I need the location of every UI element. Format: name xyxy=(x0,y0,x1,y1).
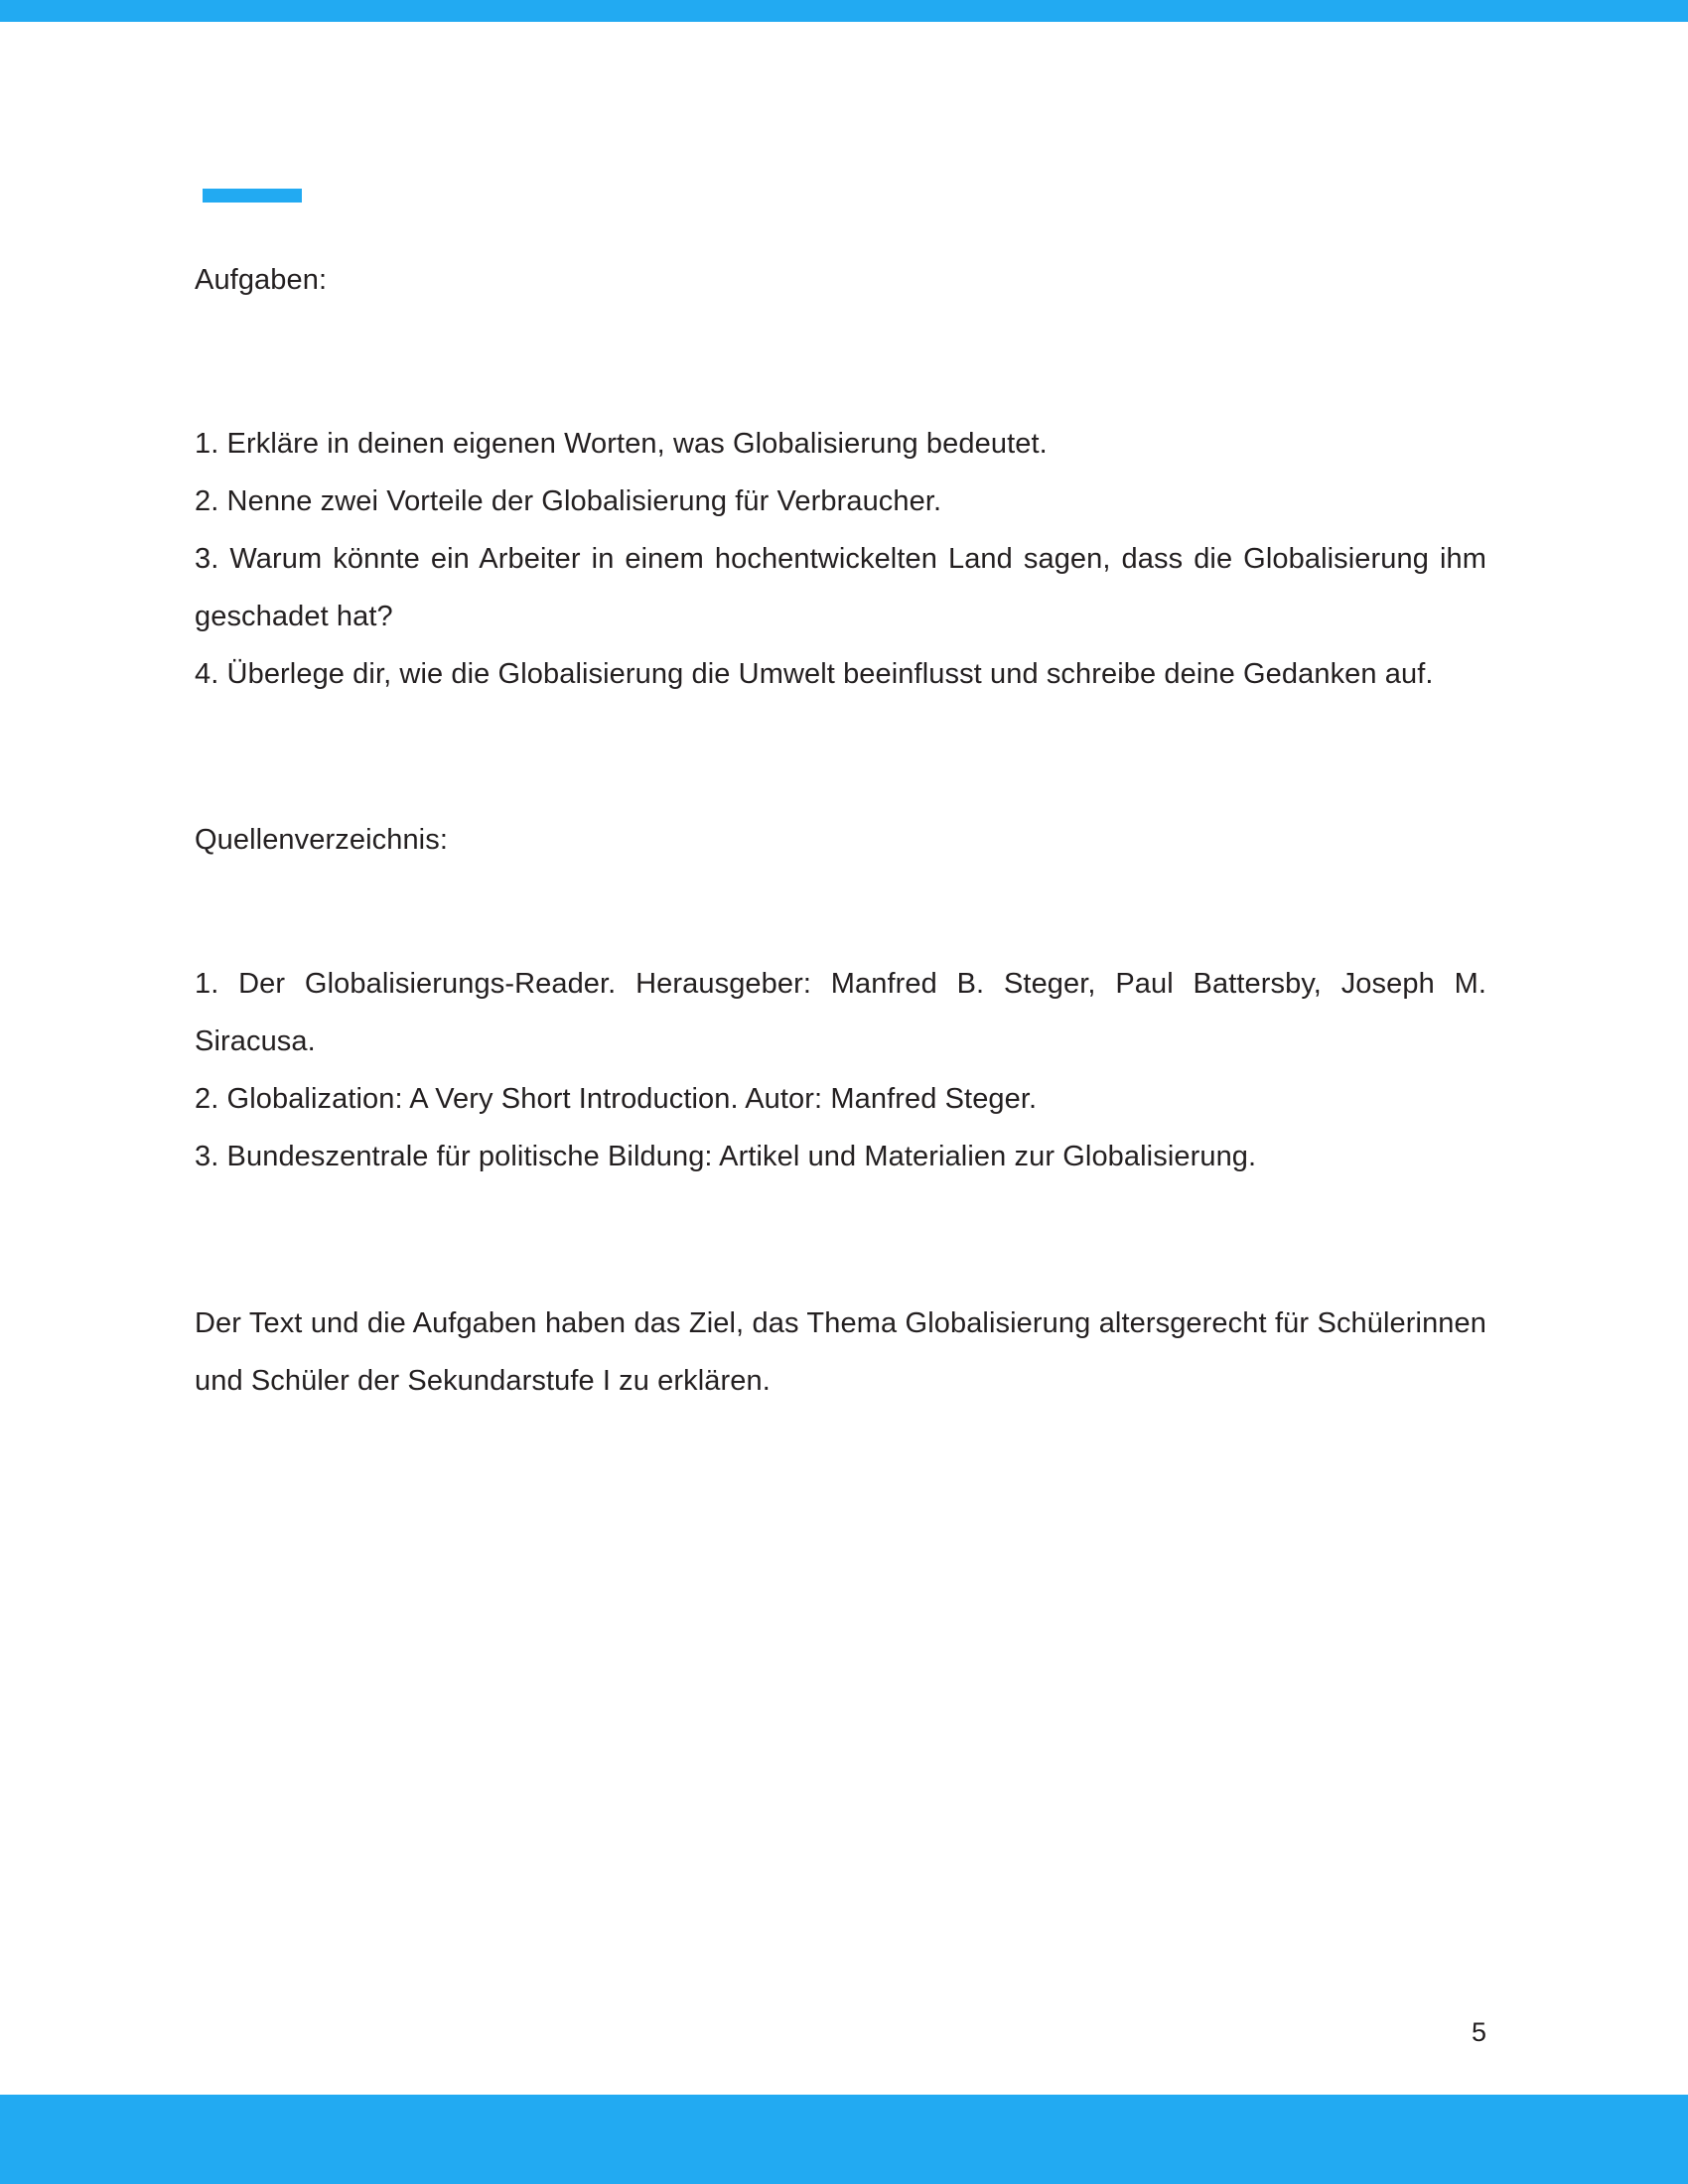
sources-section-heading: Quellenverzeichnis: xyxy=(195,824,448,856)
source-item-3: 3. Bundeszentrale für politische Bildung: Artikel und Materialien zur Globalisierung. xyxy=(195,1141,1257,1172)
tasks-section-heading: Aufgaben: xyxy=(195,264,328,296)
source-item-1: 1. Der Globalisierungs-Reader. Herausgeber: Manfred B. Steger, Paul Battersby, Joseph M. Siracusa. xyxy=(195,968,1486,1057)
task-item-1: 1. Erkläre in deinen eigenen Worten, was Globalisierung bedeutet. xyxy=(195,428,1048,460)
spacer-before-sources-heading xyxy=(195,703,1486,820)
page-number: 5 xyxy=(1471,2017,1486,2047)
page-content-area xyxy=(195,0,1486,2184)
task-item-3: 3. Warum könnte ein Arbeiter in einem hochentwickelten Land sagen, dass die Globalisierung ihm geschadet hat? xyxy=(195,543,1486,632)
spacer-after-tasks-heading xyxy=(195,300,1486,415)
bottom-accent-rule xyxy=(0,2095,1688,2184)
source-item-2: 2. Globalization: A Very Short Introduction. Autor: Manfred Steger. xyxy=(195,1083,1038,1115)
task-item-4: 4. Überlege dir, wie die Globalisierung die Umwelt beeinflusst und schreibe deine Gedanken auf. xyxy=(195,658,1434,690)
heading-accent-bar xyxy=(203,189,302,203)
document-body xyxy=(195,260,1486,1410)
spacer-before-closing-paragraph xyxy=(195,1185,1486,1295)
task-item-2: 2. Nenne zwei Vorteile der Globalisierung für Verbraucher. xyxy=(195,485,942,517)
closing-paragraph: Der Text und die Aufgaben haben das Ziel, das Thema Globalisierung altersgerecht für Schülerinnen und Schüler der Sekundarstufe I zu erklären. xyxy=(195,1307,1486,1397)
spacer-after-sources-heading xyxy=(195,860,1486,955)
